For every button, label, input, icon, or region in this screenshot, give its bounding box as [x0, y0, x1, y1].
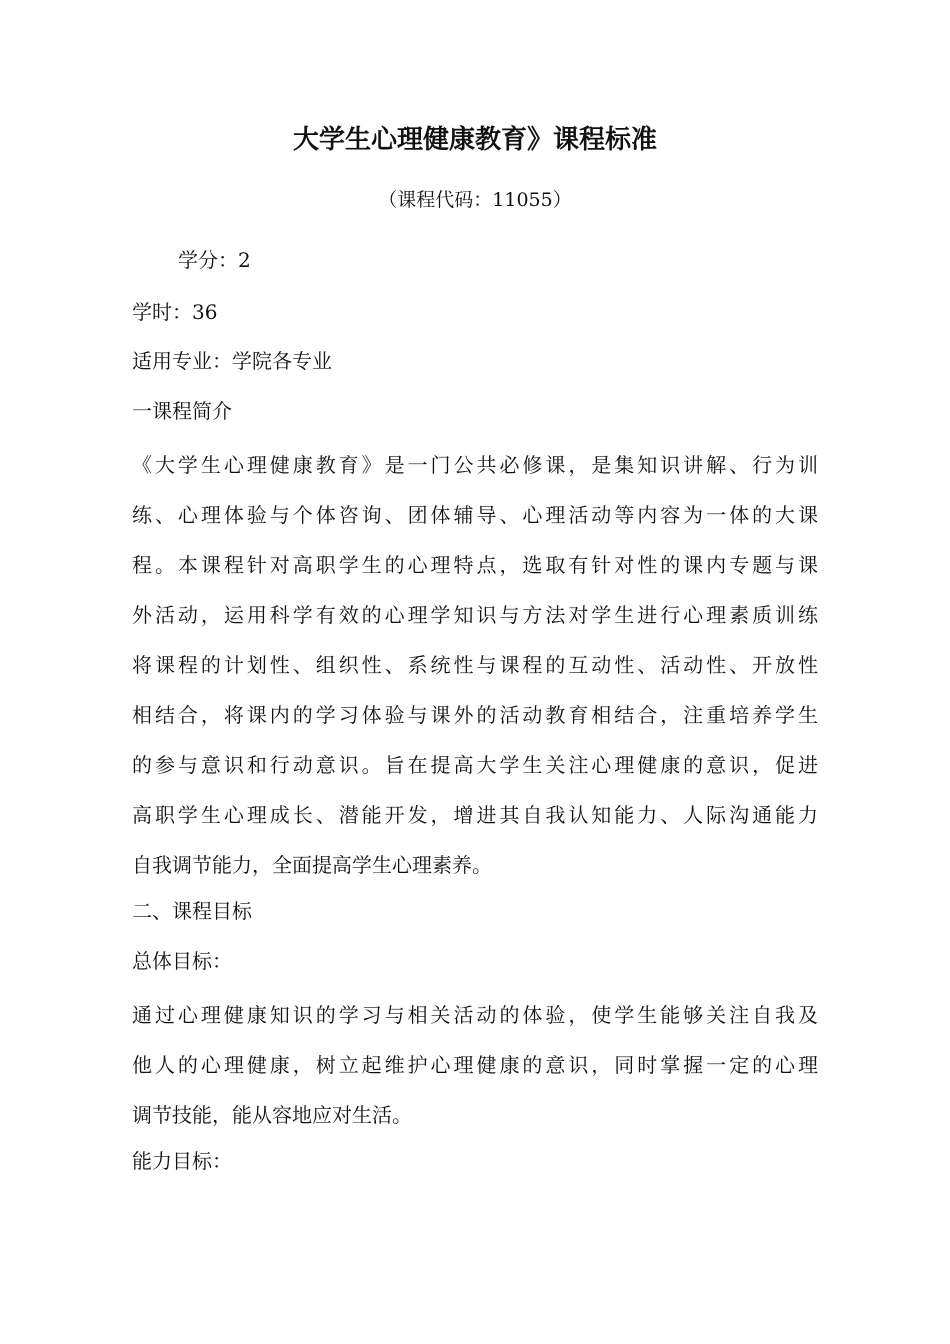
applicable-majors: 适用专业：学院各专业 [132, 349, 332, 373]
paragraph-line: 自我调节能力，全面提高学生心理素养。 [132, 853, 492, 877]
paragraph-line: 将课程的计划性、组织性、系统性与课程的互动性、活动性、开放性 [132, 653, 818, 677]
paragraph-line: 通过心理健康知识的学习与相关活动的体验，使学生能够关注自我及 [132, 1003, 818, 1027]
course-code: （课程代码：11055） [378, 189, 572, 211]
intro-paragraph [132, 440, 818, 890]
document-title: 大学生心理健康教育》课程标准 [292, 125, 657, 155]
paragraph-line: 的参与意识和行动意识。旨在提高大学生关注心理健康的意识，促进 [132, 753, 818, 777]
paragraph-line: 调节技能，能从容地应对生活。 [132, 1103, 412, 1127]
hours: 学时：36 [132, 300, 218, 324]
ability-goal-label: 能力目标： [132, 1149, 232, 1173]
paragraph-line: 高职学生心理成长、潜能开发，增进其自我认知能力、人际沟通能力 [132, 803, 818, 827]
paragraph-line: 练、心理体验与个体咨询、团体辅导、心理活动等内容为一体的大课 [132, 503, 818, 527]
overall-goal-label: 总体目标： [132, 949, 232, 973]
section-heading-goals: 二、课程目标 [132, 899, 252, 923]
paragraph-line: 他人的心理健康，树立起维护心理健康的意识，同时掌握一定的心理 [132, 1053, 818, 1077]
credits: 学分：2 [178, 248, 251, 272]
overall-goal-paragraph [132, 990, 818, 1140]
paragraph-line: 程。本课程针对高职学生的心理特点，选取有针对性的课内专题与课 [132, 553, 818, 577]
paragraph-line: 《大学生心理健康教育》是一门公共必修课，是集知识讲解、行为训 [132, 453, 818, 477]
paragraph-line: 相结合，将课内的学习体验与课外的活动教育相结合，注重培养学生 [132, 703, 818, 727]
paragraph-line: 外活动，运用科学有效的心理学知识与方法对学生进行心理素质训练 [132, 603, 818, 627]
section-heading-intro: 一课程简介 [132, 399, 232, 423]
